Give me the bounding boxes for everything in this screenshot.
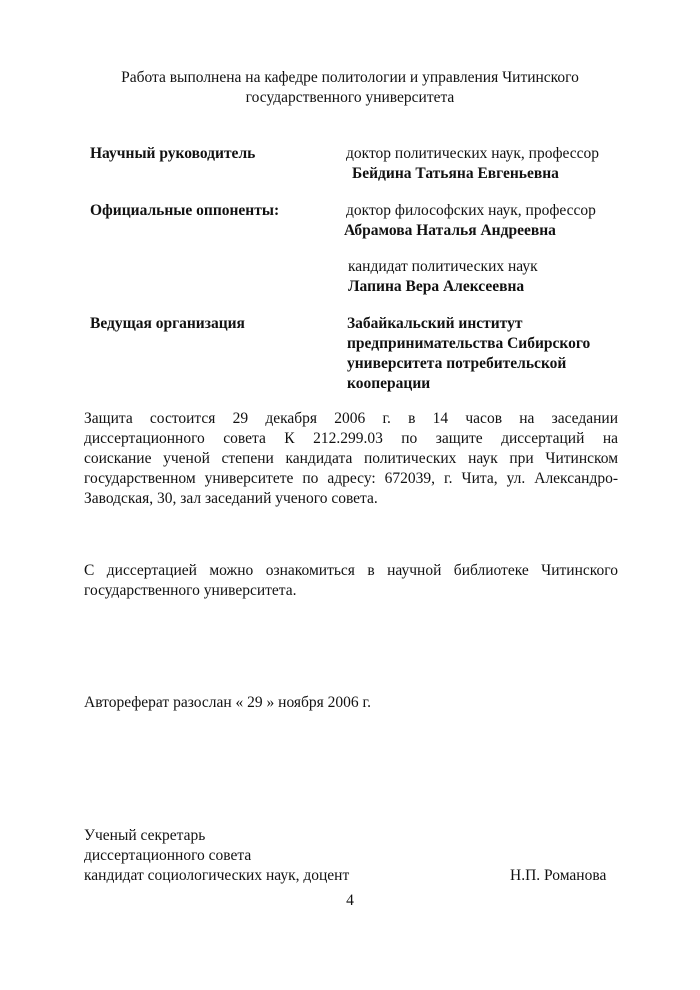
leading-org-line: предпринимательства Сибирского (347, 335, 591, 352)
leading-org-line: университета потребительской (347, 355, 567, 372)
opponent-1-title: доктор философских наук, профессор (346, 202, 596, 219)
supervisor-label: Научный руководитель (90, 145, 256, 162)
header-line-2: государственного университета (245, 89, 455, 106)
opponent-2-name: Лапина Вера Алексеевна (348, 278, 525, 295)
library-paragraph (84, 561, 618, 601)
library-line: С диссертацией можно ознакомиться в научной библиотеке Читинского (84, 562, 618, 579)
opponent-2-title: кандидат политических наук (348, 258, 538, 275)
secretary-line-2: диссертационного совета (84, 847, 252, 864)
opponent-1-name: Абрамова Наталья Андреевна (344, 222, 556, 239)
secretary-name: Н.П. Романова (510, 867, 607, 884)
supervisor-name: Бейдина Татьяна Евгеньевна (352, 165, 559, 182)
secretary-line-1: Ученый секретарь (84, 827, 206, 844)
opponents-label: Официальные оппоненты: (90, 202, 280, 219)
defense-line: Заводская, 30, зал заседаний ученого совета. (84, 490, 378, 507)
defense-line: государственном университете по адресу: 672039, г. Чита, ул. Александро- (84, 470, 618, 487)
defense-line: диссертационного совета К 212.299.03 по защите диссертаций на (84, 430, 618, 447)
leading-org-line: кооперации (347, 375, 431, 392)
page-number: 4 (346, 892, 354, 909)
page-header (60, 68, 640, 108)
defense-paragraph (84, 409, 618, 509)
leading-org-label: Ведущая организация (90, 315, 245, 332)
defense-line: соискание ученой степени кандидата политических наук при Читинском (84, 450, 618, 467)
supervisor-title: доктор политических наук, профессор (346, 145, 600, 162)
leading-org-name (347, 314, 637, 394)
mailing-date: Автореферат разослан « 29 » ноября 2006 г. (84, 694, 372, 711)
defense-line: Защита состоится 29 декабря 2006 г. в 14 часов на заседании (84, 410, 618, 427)
header-line-1: Работа выполнена на кафедре политологии и управления Читинского (121, 69, 579, 86)
library-line: государственного университета. (84, 582, 297, 599)
secretary-block (84, 826, 349, 886)
leading-org-line: Забайкальский институт (347, 315, 523, 332)
secretary-line-3: кандидат социологических наук, доцент (84, 867, 350, 884)
